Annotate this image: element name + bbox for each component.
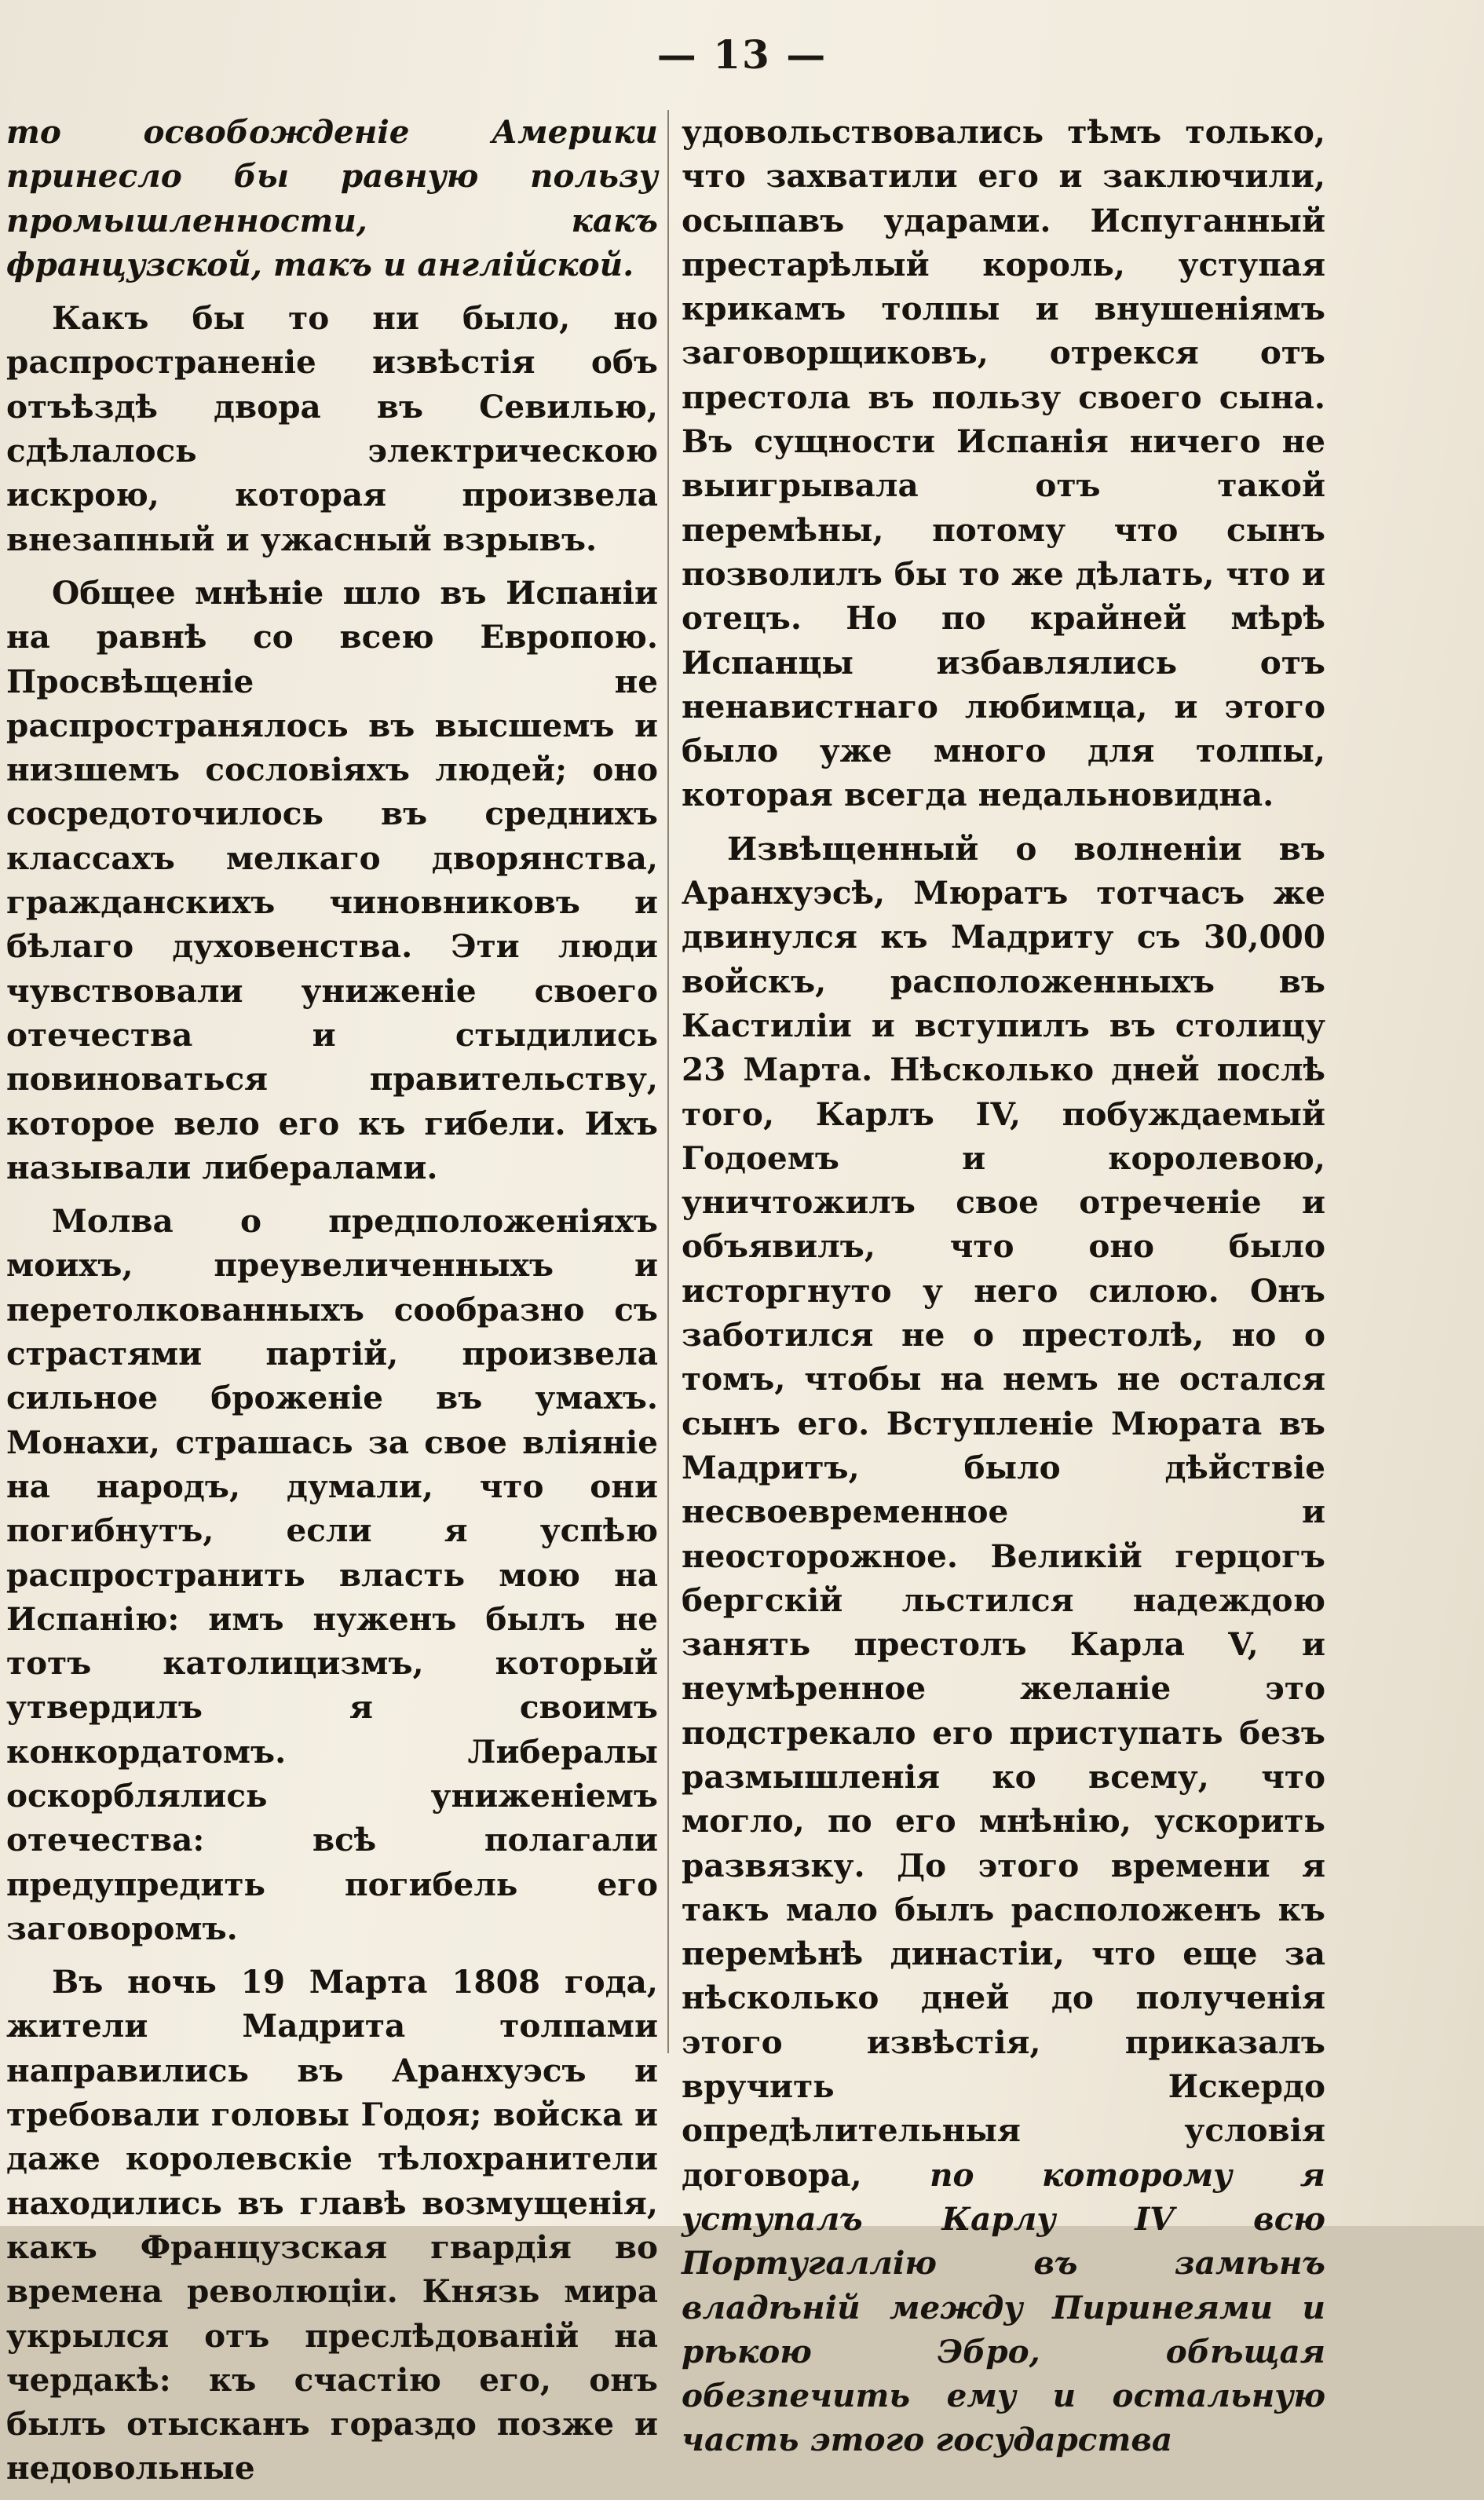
column-divider bbox=[667, 110, 669, 2053]
paragraph: Общее мнѣніе шло въ Испаніи на равнѣ со всею Европою. Просвѣщеніе не распространялось въ высшемъ и низшемъ сословіяхъ людей; оно сосредоточилось въ среднихъ классахъ мелкаго дворянства, гражданскихъ чиновниковъ и бѣлаго духовенства. Эти люди чувствовали униженіе своего отечества и стыдились повиноваться правительству, которое вело его къ гибели. Ихъ называли либералами. bbox=[6, 573, 658, 1186]
right-column bbox=[682, 110, 1325, 2472]
left-column bbox=[6, 110, 658, 2500]
paragraph: Какъ бы то ни было, но распространеніе извѣстія объ отъѣздѣ двора въ Севилью, сдѣлалось электрическою искрою, которая произвела внезапный и ужасный взрывъ. bbox=[6, 299, 658, 558]
paragraph: Молва о предположеніяхъ моихъ, преувеличенныхъ и перетолкованныхъ сообразно съ страстями партій, произвела сильное броженіе въ умахъ. Монахи, страшась за свое вліяніе на народъ, думали, что они погибнутъ, если я успѣю распространить власть мою на Испанію: имъ нуженъ былъ не тотъ католицизмъ, который утвердилъ я своимъ конкордатомъ. Либералы оскорблялись униженіемъ отечества: всѣ полагали предупредить погибель его заговоромъ. bbox=[6, 1202, 658, 1947]
paragraph bbox=[682, 827, 1325, 2462]
paragraph: удовольствовались тѣмъ только, что захватили его и заключили, осыпавъ ударами. Испуганный престарѣлый король, уступая крикамъ толпы и внушеніямъ заговорщиковъ, отрекся отъ престола въ пользу своего сына. Въ сущности Испанія ничего не выигрывала отъ такой перемѣны, потому что сынъ позволилъ бы то же дѣлать, что и отецъ. Но по крайней мѣрѣ Испанцы избавлялись отъ ненавистнаго любимца, и этого было уже много для толпы, которая всегда недальновидна. bbox=[682, 113, 1325, 814]
paragraph: то освобожденіе Америки принесло бы равную пользу промышленности, какъ французской, такъ и англійской. bbox=[6, 113, 658, 283]
page-number: — 13 — bbox=[656, 31, 828, 78]
paragraph: Въ ночь 19 Марта 1808 года, жители Мадрита толпами направились въ Аранхуэсъ и требовали головы Годоя; войска и даже королевскіе тѣлохранители находились въ главѣ возмущенія, какъ Французская гвардія во времена революціи. Князь мира укрылся отъ преслѣдованій на чердакѣ: къ счастію его, онъ былъ отысканъ гораздо позже и недовольные bbox=[6, 1963, 658, 2487]
paragraph-text: Извѣщенный о волненіи въ Аранхуэсѣ, Мюратъ тотчасъ же двинулся къ Мадриту съ 30,000 войскъ, расположенныхъ въ Кастиліи и вступилъ въ столицу 23 Марта. Нѣсколько дней послѣ того, Карлъ IV, побуждаемый Годоемъ и королевою, уничтожилъ свое отреченіе и объявилъ, что оно было исторгнуто у него силою. Онъ заботился не о престолѣ, но о томъ, чтобы на немъ не остался сынъ его. Вступленіе Мюрата въ Мадритъ, было дѣйствіе несвоевременное и неосторожное. Великій герцогъ бергскій льстился надеждою занять престолъ Карла V, и неумѣренное желаніе это подстрекало его приступать безъ размышленія ко всему, что могло, по его мнѣнію, ускорить развязку. До этого времени я такъ мало былъ расположенъ къ перемѣнѣ династіи, что еще за нѣсколько дней до полученія этого извѣстія, приказалъ вручить Искердо опредѣлительныя условія договора, bbox=[682, 829, 1325, 2194]
italic-quote: по которому я уступалъ Карлу IV всю Португаллію въ замѣнъ владѣній между Пиринеями и рѣкою Эбро, обѣщая обезпечить ему и остальную часть этого государства bbox=[682, 2155, 1325, 2459]
